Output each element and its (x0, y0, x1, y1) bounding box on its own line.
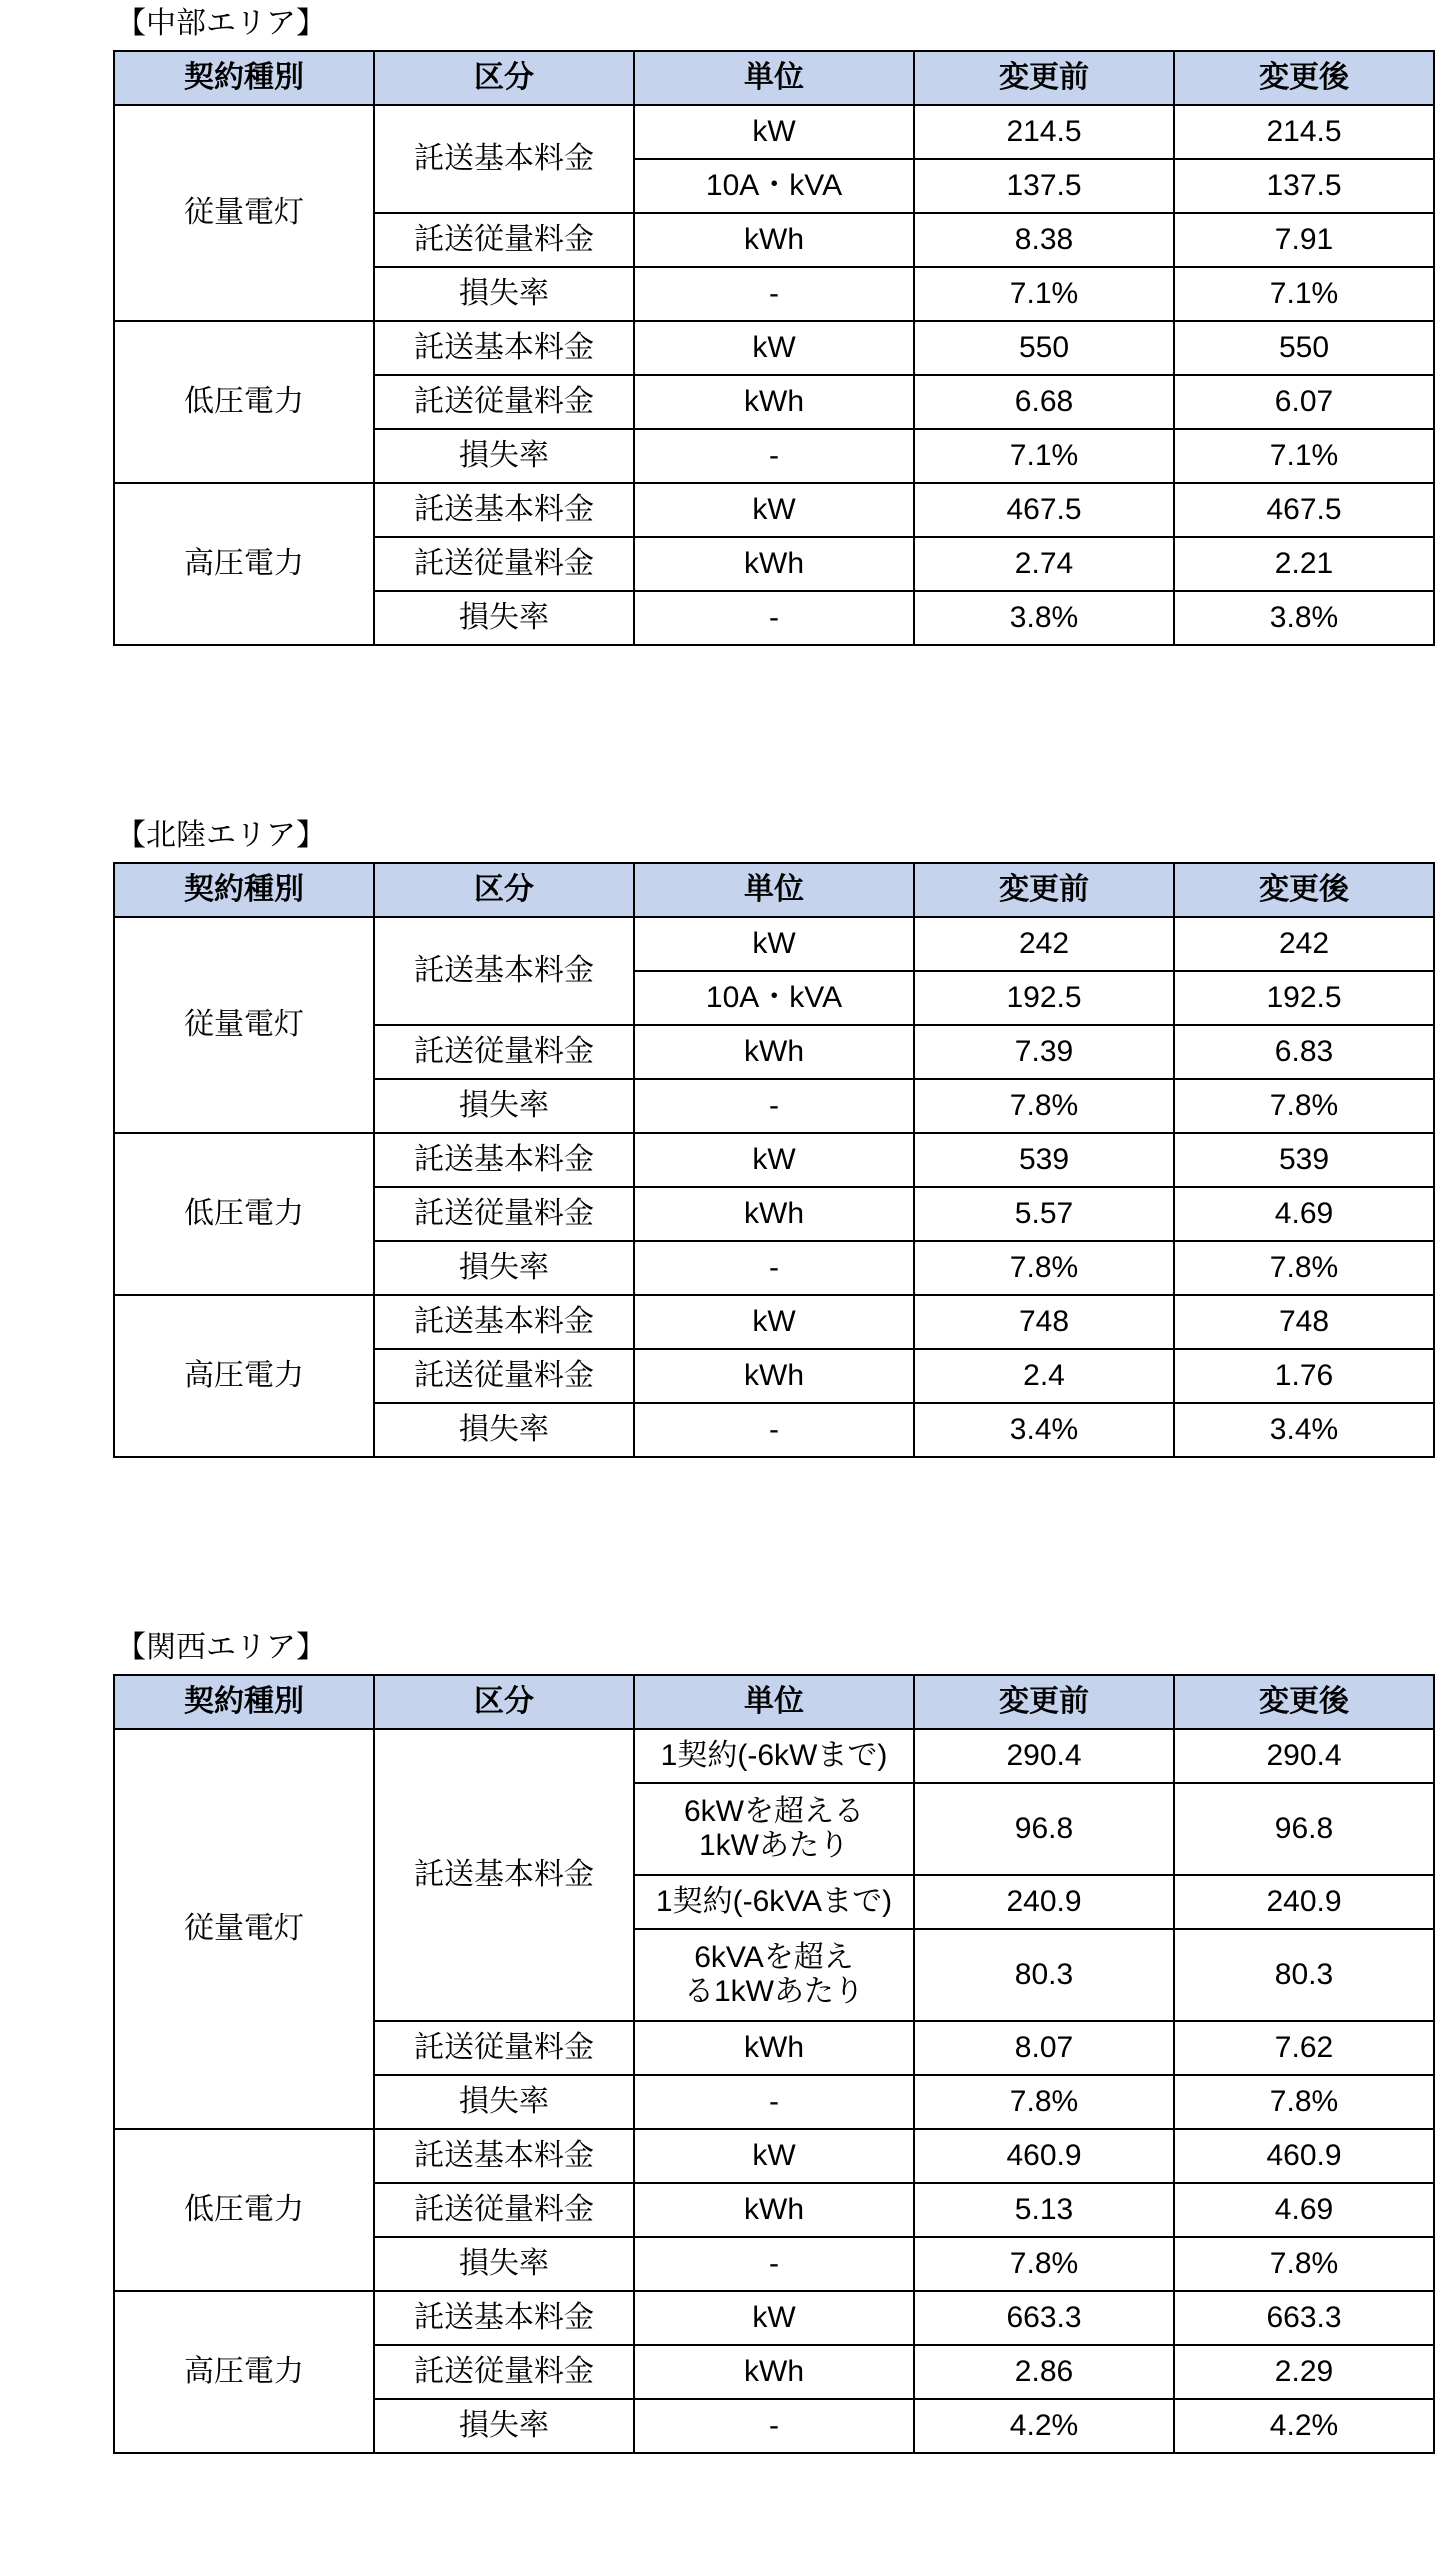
unit-cell: 6kVAを超える1kWあたり (634, 1929, 914, 2021)
after-value-cell: 214.5 (1174, 105, 1434, 159)
after-value-cell: 3.4% (1174, 1403, 1434, 1457)
category-cell: 託送従量料金 (374, 2183, 634, 2237)
header-contract-type: 契約種別 (114, 1675, 374, 1729)
before-value-cell: 7.8% (914, 1241, 1174, 1295)
before-value-cell: 7.8% (914, 1079, 1174, 1133)
category-cell: 損失率 (374, 1403, 634, 1457)
unit-cell: - (634, 2237, 914, 2291)
category-cell: 託送基本料金 (374, 1133, 634, 1187)
unit-cell: kWh (634, 537, 914, 591)
category-cell: 託送従量料金 (374, 1025, 634, 1079)
header-category: 区分 (374, 1675, 634, 1729)
category-cell: 託送従量料金 (374, 213, 634, 267)
before-value-cell: 2.86 (914, 2345, 1174, 2399)
before-value-cell: 7.1% (914, 429, 1174, 483)
after-value-cell: 7.8% (1174, 2075, 1434, 2129)
after-value-cell: 3.8% (1174, 591, 1434, 645)
before-value-cell: 242 (914, 917, 1174, 971)
header-after: 変更後 (1174, 1675, 1434, 1729)
after-value-cell: 7.8% (1174, 1241, 1434, 1295)
after-value-cell: 4.69 (1174, 2183, 1434, 2237)
after-value-cell: 460.9 (1174, 2129, 1434, 2183)
table-row (114, 483, 1434, 537)
contract-type-cell: 高圧電力 (114, 483, 374, 645)
category-cell: 託送従量料金 (374, 375, 634, 429)
header-after: 変更後 (1174, 863, 1434, 917)
unit-cell: 1契約(-6kWまで) (634, 1729, 914, 1783)
header-category: 区分 (374, 51, 634, 105)
before-value-cell: 2.74 (914, 537, 1174, 591)
category-cell: 託送基本料金 (374, 483, 634, 537)
contract-type-cell: 高圧電力 (114, 2291, 374, 2453)
before-value-cell: 8.38 (914, 213, 1174, 267)
unit-cell: kW (634, 917, 914, 971)
header-contract-type: 契約種別 (114, 863, 374, 917)
after-value-cell: 7.62 (1174, 2021, 1434, 2075)
contract-type-cell: 従量電灯 (114, 917, 374, 1133)
after-value-cell: 748 (1174, 1295, 1434, 1349)
table-header-row (114, 1675, 1434, 1729)
unit-cell: 10A・kVA (634, 159, 914, 213)
unit-cell: - (634, 429, 914, 483)
after-value-cell: 7.1% (1174, 267, 1434, 321)
category-cell: 託送基本料金 (374, 321, 634, 375)
header-before: 変更前 (914, 1675, 1174, 1729)
after-value-cell: 663.3 (1174, 2291, 1434, 2345)
category-cell: 損失率 (374, 429, 634, 483)
category-cell: 託送基本料金 (374, 917, 634, 1025)
after-value-cell: 2.29 (1174, 2345, 1434, 2399)
after-value-cell: 2.21 (1174, 537, 1434, 591)
unit-cell: kW (634, 321, 914, 375)
before-value-cell: 550 (914, 321, 1174, 375)
after-value-cell: 96.8 (1174, 1783, 1434, 1875)
before-value-cell: 7.8% (914, 2237, 1174, 2291)
table-header-row (114, 51, 1434, 105)
unit-cell: - (634, 1403, 914, 1457)
before-value-cell: 4.2% (914, 2399, 1174, 2453)
chubu-section-title: 【中部エリア】 (116, 6, 326, 41)
contract-type-cell: 従量電灯 (114, 105, 374, 321)
category-cell: 損失率 (374, 2237, 634, 2291)
after-value-cell: 137.5 (1174, 159, 1434, 213)
before-value-cell: 7.1% (914, 267, 1174, 321)
table-row (114, 2291, 1434, 2345)
category-cell: 託送基本料金 (374, 2291, 634, 2345)
contract-type-cell: 低圧電力 (114, 321, 374, 483)
before-value-cell: 214.5 (914, 105, 1174, 159)
hokuriku-section (0, 816, 1443, 1476)
after-value-cell: 80.3 (1174, 1929, 1434, 2021)
table-row (114, 917, 1434, 971)
contract-type-cell: 高圧電力 (114, 1295, 374, 1457)
after-value-cell: 7.1% (1174, 429, 1434, 483)
category-cell: 損失率 (374, 2399, 634, 2453)
unit-cell: kW (634, 1295, 914, 1349)
unit-cell: 1契約(-6kVAまで) (634, 1875, 914, 1929)
category-cell: 損失率 (374, 267, 634, 321)
unit-cell: kWh (634, 1187, 914, 1241)
after-value-cell: 6.83 (1174, 1025, 1434, 1079)
after-value-cell: 4.2% (1174, 2399, 1434, 2453)
hokuriku-section-title: 【北陸エリア】 (116, 818, 326, 853)
unit-cell: kW (634, 2129, 914, 2183)
before-value-cell: 663.3 (914, 2291, 1174, 2345)
after-value-cell: 6.07 (1174, 375, 1434, 429)
table-row (114, 1295, 1434, 1349)
unit-cell: kW (634, 105, 914, 159)
after-value-cell: 467.5 (1174, 483, 1434, 537)
before-value-cell: 192.5 (914, 971, 1174, 1025)
table-row (114, 105, 1434, 159)
contract-type-cell: 低圧電力 (114, 1133, 374, 1295)
category-cell: 損失率 (374, 2075, 634, 2129)
before-value-cell: 3.8% (914, 591, 1174, 645)
contract-type-cell: 低圧電力 (114, 2129, 374, 2291)
kansai-section (0, 1628, 1443, 2478)
chubu-section (0, 4, 1443, 664)
before-value-cell: 96.8 (914, 1783, 1174, 1875)
unit-cell: - (634, 1079, 914, 1133)
unit-cell: kW (634, 2291, 914, 2345)
after-value-cell: 240.9 (1174, 1875, 1434, 1929)
header-before: 変更前 (914, 51, 1174, 105)
unit-cell: kW (634, 1133, 914, 1187)
unit-cell: kW (634, 483, 914, 537)
before-value-cell: 539 (914, 1133, 1174, 1187)
category-cell: 託送基本料金 (374, 1295, 634, 1349)
after-value-cell: 7.8% (1174, 1079, 1434, 1133)
category-cell: 損失率 (374, 1241, 634, 1295)
after-value-cell: 242 (1174, 917, 1434, 971)
before-value-cell: 137.5 (914, 159, 1174, 213)
header-category: 区分 (374, 863, 634, 917)
after-value-cell: 7.8% (1174, 2237, 1434, 2291)
category-cell: 託送基本料金 (374, 105, 634, 213)
unit-cell: - (634, 267, 914, 321)
unit-cell: kWh (634, 2183, 914, 2237)
unit-cell: kWh (634, 2021, 914, 2075)
category-cell: 託送従量料金 (374, 2345, 634, 2399)
before-value-cell: 8.07 (914, 2021, 1174, 2075)
category-cell: 損失率 (374, 1079, 634, 1133)
before-value-cell: 5.57 (914, 1187, 1174, 1241)
category-cell: 託送従量料金 (374, 1349, 634, 1403)
before-value-cell: 467.5 (914, 483, 1174, 537)
unit-cell: kWh (634, 213, 914, 267)
unit-cell: kWh (634, 1349, 914, 1403)
before-value-cell: 6.68 (914, 375, 1174, 429)
table-row (114, 1729, 1434, 1783)
before-value-cell: 748 (914, 1295, 1174, 1349)
kansai-rate-table (113, 1674, 1435, 2454)
table-row (114, 1133, 1434, 1187)
before-value-cell: 7.39 (914, 1025, 1174, 1079)
before-value-cell: 460.9 (914, 2129, 1174, 2183)
unit-cell: - (634, 2075, 914, 2129)
header-before: 変更前 (914, 863, 1174, 917)
after-value-cell: 7.91 (1174, 213, 1434, 267)
unit-cell: 6kWを超える1kWあたり (634, 1783, 914, 1875)
before-value-cell: 3.4% (914, 1403, 1174, 1457)
unit-cell: kWh (634, 1025, 914, 1079)
header-unit: 単位 (634, 1675, 914, 1729)
unit-cell: - (634, 591, 914, 645)
category-cell: 損失率 (374, 591, 634, 645)
before-value-cell: 240.9 (914, 1875, 1174, 1929)
header-contract-type: 契約種別 (114, 51, 374, 105)
category-cell: 託送基本料金 (374, 1729, 634, 2021)
after-value-cell: 550 (1174, 321, 1434, 375)
header-unit: 単位 (634, 51, 914, 105)
before-value-cell: 2.4 (914, 1349, 1174, 1403)
unit-cell: 10A・kVA (634, 971, 914, 1025)
table-header-row (114, 863, 1434, 917)
unit-cell: - (634, 2399, 914, 2453)
before-value-cell: 5.13 (914, 2183, 1174, 2237)
contract-type-cell: 従量電灯 (114, 1729, 374, 2129)
category-cell: 託送従量料金 (374, 537, 634, 591)
before-value-cell: 290.4 (914, 1729, 1174, 1783)
after-value-cell: 290.4 (1174, 1729, 1434, 1783)
before-value-cell: 7.8% (914, 2075, 1174, 2129)
header-after: 変更後 (1174, 51, 1434, 105)
unit-cell: kWh (634, 2345, 914, 2399)
table-row (114, 2129, 1434, 2183)
category-cell: 託送従量料金 (374, 2021, 634, 2075)
header-unit: 単位 (634, 863, 914, 917)
before-value-cell: 80.3 (914, 1929, 1174, 2021)
hokuriku-rate-table (113, 862, 1435, 1458)
after-value-cell: 192.5 (1174, 971, 1434, 1025)
after-value-cell: 1.76 (1174, 1349, 1434, 1403)
unit-cell: - (634, 1241, 914, 1295)
chubu-rate-table (113, 50, 1435, 646)
unit-cell: kWh (634, 375, 914, 429)
table-row (114, 321, 1434, 375)
after-value-cell: 4.69 (1174, 1187, 1434, 1241)
after-value-cell: 539 (1174, 1133, 1434, 1187)
category-cell: 託送従量料金 (374, 1187, 634, 1241)
category-cell: 託送基本料金 (374, 2129, 634, 2183)
kansai-section-title: 【関西エリア】 (116, 1630, 326, 1665)
